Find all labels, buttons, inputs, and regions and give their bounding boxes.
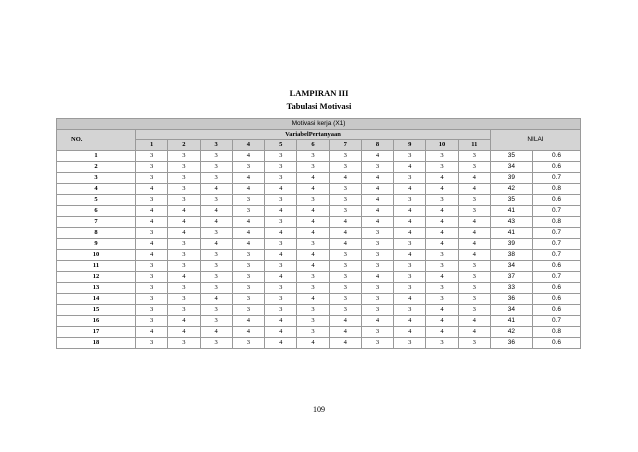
score-cell: 3 (458, 294, 490, 305)
score-cell: 3 (329, 206, 361, 217)
score-cell: 3 (265, 305, 297, 316)
score-cell: 4 (297, 338, 329, 349)
score-cell: 3 (136, 195, 168, 206)
row-number-cell: 13 (57, 283, 136, 294)
nilai-value-cell: 0.7 (532, 272, 580, 283)
score-cell: 4 (168, 272, 200, 283)
table-row (57, 294, 581, 305)
score-cell: 3 (265, 239, 297, 250)
score-cell: 4 (329, 338, 361, 349)
row-number-cell: 3 (57, 173, 136, 184)
score-cell: 4 (329, 173, 361, 184)
score-cell: 3 (329, 162, 361, 173)
score-cell: 4 (265, 228, 297, 239)
total-cell: 35 (490, 195, 532, 206)
table-row (57, 316, 581, 327)
score-cell: 3 (168, 195, 200, 206)
score-cell: 4 (232, 217, 264, 228)
nilai-value-cell: 0.6 (532, 151, 580, 162)
table-row (57, 184, 581, 195)
score-cell: 3 (136, 151, 168, 162)
nilai-value-cell: 0.6 (532, 305, 580, 316)
page-number: 109 (313, 405, 325, 414)
score-cell: 4 (232, 239, 264, 250)
total-cell: 41 (490, 206, 532, 217)
score-cell: 4 (200, 327, 232, 338)
score-cell: 4 (232, 151, 264, 162)
score-cell: 3 (136, 228, 168, 239)
total-cell: 33 (490, 283, 532, 294)
table-row (57, 206, 581, 217)
question-number-header: 9 (394, 140, 426, 151)
nilai-value-cell: 0.6 (532, 162, 580, 173)
score-cell: 3 (394, 173, 426, 184)
score-cell: 4 (168, 316, 200, 327)
question-number-header: 4 (232, 140, 264, 151)
score-cell: 3 (394, 239, 426, 250)
score-cell: 3 (297, 305, 329, 316)
row-number-cell: 17 (57, 327, 136, 338)
score-cell: 3 (136, 316, 168, 327)
score-cell: 3 (200, 283, 232, 294)
total-cell: 36 (490, 294, 532, 305)
score-cell: 3 (136, 305, 168, 316)
score-cell: 4 (426, 173, 458, 184)
score-cell: 4 (200, 239, 232, 250)
table-row (57, 338, 581, 349)
score-cell: 4 (136, 184, 168, 195)
score-cell: 4 (232, 228, 264, 239)
score-cell: 3 (200, 305, 232, 316)
table-row (57, 283, 581, 294)
score-cell: 4 (232, 327, 264, 338)
total-cell: 36 (490, 338, 532, 349)
score-cell: 3 (200, 228, 232, 239)
table-row (57, 250, 581, 261)
table-row (57, 151, 581, 162)
score-cell: 3 (297, 239, 329, 250)
score-cell: 3 (458, 206, 490, 217)
score-cell: 4 (394, 206, 426, 217)
total-cell: 39 (490, 173, 532, 184)
score-cell: 4 (297, 294, 329, 305)
score-cell: 3 (329, 272, 361, 283)
total-cell: 34 (490, 162, 532, 173)
score-cell: 3 (297, 316, 329, 327)
score-cell: 4 (297, 228, 329, 239)
score-cell: 4 (426, 305, 458, 316)
score-cell: 4 (426, 228, 458, 239)
score-cell: 4 (426, 239, 458, 250)
score-cell: 3 (200, 195, 232, 206)
score-cell: 4 (426, 206, 458, 217)
score-cell: 4 (136, 206, 168, 217)
score-cell: 3 (200, 338, 232, 349)
score-cell: 3 (394, 305, 426, 316)
nilai-value-cell: 0.7 (532, 173, 580, 184)
score-cell: 4 (426, 184, 458, 195)
table-row (57, 173, 581, 184)
score-cell: 3 (329, 151, 361, 162)
score-cell: 3 (136, 272, 168, 283)
question-number-header: 3 (200, 140, 232, 151)
score-cell: 4 (361, 195, 393, 206)
row-number-cell: 14 (57, 294, 136, 305)
score-cell: 4 (361, 184, 393, 195)
score-cell: 4 (394, 184, 426, 195)
score-cell: 4 (426, 272, 458, 283)
score-cell: 4 (329, 327, 361, 338)
total-cell: 35 (490, 151, 532, 162)
score-cell: 3 (329, 250, 361, 261)
score-cell: 3 (265, 173, 297, 184)
score-cell: 4 (458, 184, 490, 195)
score-cell: 4 (297, 261, 329, 272)
row-number-cell: 18 (57, 338, 136, 349)
score-cell: 4 (458, 327, 490, 338)
score-cell: 3 (329, 261, 361, 272)
score-cell: 3 (458, 338, 490, 349)
score-cell: 3 (168, 305, 200, 316)
score-cell: 4 (265, 327, 297, 338)
total-cell: 37 (490, 272, 532, 283)
score-cell: 4 (329, 217, 361, 228)
score-cell: 3 (168, 338, 200, 349)
nilai-value-cell: 0.8 (532, 327, 580, 338)
score-cell: 3 (265, 162, 297, 173)
score-cell: 3 (297, 195, 329, 206)
score-cell: 4 (361, 316, 393, 327)
table-row (57, 228, 581, 239)
score-cell: 4 (168, 228, 200, 239)
question-number-header: 1 (136, 140, 168, 151)
score-cell: 3 (232, 261, 264, 272)
score-cell: 3 (329, 294, 361, 305)
table-title: Motivasi kerja (X1) (57, 119, 581, 130)
nilai-value-cell: 0.6 (532, 294, 580, 305)
score-cell: 3 (265, 294, 297, 305)
score-cell: 3 (426, 195, 458, 206)
row-number-cell: 1 (57, 151, 136, 162)
score-cell: 4 (458, 316, 490, 327)
score-cell: 4 (394, 316, 426, 327)
table-row (57, 305, 581, 316)
score-cell: 3 (394, 283, 426, 294)
score-cell: 4 (168, 217, 200, 228)
score-cell: 4 (329, 316, 361, 327)
score-cell: 4 (265, 206, 297, 217)
question-number-header: 11 (458, 140, 490, 151)
score-cell: 4 (232, 316, 264, 327)
score-cell: 3 (361, 162, 393, 173)
score-cell: 3 (168, 151, 200, 162)
score-cell: 3 (426, 294, 458, 305)
score-cell: 4 (297, 250, 329, 261)
score-cell: 4 (265, 272, 297, 283)
row-number-cell: 8 (57, 228, 136, 239)
score-cell: 4 (297, 173, 329, 184)
score-cell: 4 (394, 217, 426, 228)
nilai-value-cell: 0.6 (532, 261, 580, 272)
score-cell: 3 (426, 261, 458, 272)
score-cell: 4 (458, 228, 490, 239)
score-cell: 3 (200, 151, 232, 162)
score-cell: 3 (394, 272, 426, 283)
score-cell: 3 (458, 195, 490, 206)
score-cell: 4 (265, 250, 297, 261)
score-cell: 3 (136, 261, 168, 272)
score-cell: 4 (200, 206, 232, 217)
score-cell: 4 (136, 217, 168, 228)
score-cell: 3 (200, 250, 232, 261)
score-cell: 3 (265, 261, 297, 272)
score-cell: 4 (168, 327, 200, 338)
row-number-cell: 11 (57, 261, 136, 272)
score-cell: 4 (297, 206, 329, 217)
score-cell: 3 (168, 239, 200, 250)
score-cell: 4 (136, 239, 168, 250)
score-cell: 3 (361, 283, 393, 294)
total-cell: 42 (490, 184, 532, 195)
score-cell: 4 (458, 239, 490, 250)
score-cell: 4 (168, 206, 200, 217)
score-cell: 3 (361, 250, 393, 261)
score-cell: 4 (200, 294, 232, 305)
row-number-cell: 15 (57, 305, 136, 316)
score-cell: 3 (458, 305, 490, 316)
score-cell: 4 (329, 239, 361, 250)
score-cell: 3 (458, 261, 490, 272)
score-cell: 3 (168, 261, 200, 272)
score-cell: 3 (168, 283, 200, 294)
score-cell: 3 (265, 217, 297, 228)
nilai-value-cell: 0.8 (532, 217, 580, 228)
total-cell: 34 (490, 261, 532, 272)
score-cell: 3 (136, 338, 168, 349)
score-cell: 3 (426, 283, 458, 294)
table-row (57, 272, 581, 283)
score-cell: 4 (136, 250, 168, 261)
score-cell: 3 (232, 206, 264, 217)
motivation-table (56, 118, 581, 349)
score-cell: 3 (265, 283, 297, 294)
score-cell: 4 (361, 217, 393, 228)
score-cell: 4 (232, 173, 264, 184)
appendix-heading: LAMPIRAN III (289, 88, 349, 98)
total-cell: 39 (490, 239, 532, 250)
score-cell: 4 (200, 184, 232, 195)
score-cell: 4 (361, 206, 393, 217)
score-cell: 3 (426, 162, 458, 173)
table-row (57, 195, 581, 206)
row-number-cell: 6 (57, 206, 136, 217)
score-cell: 3 (297, 151, 329, 162)
score-cell: 4 (426, 316, 458, 327)
nilai-value-cell: 0.7 (532, 250, 580, 261)
score-cell: 3 (361, 294, 393, 305)
question-number-header: 6 (297, 140, 329, 151)
score-cell: 3 (200, 173, 232, 184)
score-cell: 3 (297, 327, 329, 338)
score-cell: 4 (458, 173, 490, 184)
row-number-cell: 5 (57, 195, 136, 206)
score-cell: 3 (136, 173, 168, 184)
score-cell: 3 (200, 316, 232, 327)
score-cell: 3 (168, 173, 200, 184)
score-cell: 3 (458, 272, 490, 283)
score-cell: 3 (394, 261, 426, 272)
nilai-value-cell: 0.6 (532, 195, 580, 206)
score-cell: 3 (361, 228, 393, 239)
question-number-header: 10 (426, 140, 458, 151)
score-cell: 3 (136, 162, 168, 173)
nilai-column-header: NILAI (490, 130, 580, 151)
score-cell: 3 (200, 272, 232, 283)
score-cell: 3 (361, 305, 393, 316)
row-number-cell: 10 (57, 250, 136, 261)
row-number-cell: 9 (57, 239, 136, 250)
score-cell: 4 (426, 217, 458, 228)
score-cell: 3 (265, 151, 297, 162)
table-row (57, 261, 581, 272)
variable-group-header: VariabelPertanyaan (136, 130, 491, 140)
score-cell: 3 (168, 162, 200, 173)
nilai-value-cell: 0.7 (532, 228, 580, 239)
row-number-cell: 7 (57, 217, 136, 228)
row-number-cell: 16 (57, 316, 136, 327)
row-number-cell: 4 (57, 184, 136, 195)
score-cell: 3 (232, 162, 264, 173)
score-cell: 3 (200, 162, 232, 173)
nilai-value-cell: 0.7 (532, 239, 580, 250)
question-number-header: 5 (265, 140, 297, 151)
score-cell: 3 (361, 327, 393, 338)
score-cell: 3 (329, 305, 361, 316)
score-cell: 3 (297, 272, 329, 283)
question-number-header: 8 (361, 140, 393, 151)
nilai-value-cell: 0.8 (532, 184, 580, 195)
nilai-value-cell: 0.7 (532, 316, 580, 327)
nilai-value-cell: 0.7 (532, 206, 580, 217)
score-cell: 3 (394, 338, 426, 349)
score-cell: 4 (329, 228, 361, 239)
score-cell: 3 (232, 272, 264, 283)
score-cell: 4 (426, 327, 458, 338)
score-cell: 3 (426, 151, 458, 162)
table-row (57, 239, 581, 250)
score-cell: 3 (200, 261, 232, 272)
score-cell: 3 (361, 338, 393, 349)
score-cell: 3 (232, 250, 264, 261)
table-row (57, 217, 581, 228)
table-row (57, 327, 581, 338)
score-cell: 3 (136, 294, 168, 305)
score-cell: 4 (200, 217, 232, 228)
score-cell: 4 (136, 327, 168, 338)
score-cell: 3 (458, 151, 490, 162)
table-body (57, 151, 581, 349)
score-cell: 3 (168, 184, 200, 195)
score-cell: 4 (394, 162, 426, 173)
score-cell: 4 (458, 250, 490, 261)
score-cell: 3 (329, 195, 361, 206)
score-cell: 4 (265, 338, 297, 349)
score-cell: 4 (265, 184, 297, 195)
question-number-header: 7 (329, 140, 361, 151)
score-cell: 3 (168, 250, 200, 261)
total-cell: 43 (490, 217, 532, 228)
score-cell: 3 (232, 195, 264, 206)
score-cell: 3 (426, 250, 458, 261)
score-cell: 3 (232, 283, 264, 294)
score-cell: 3 (426, 338, 458, 349)
score-cell: 4 (458, 217, 490, 228)
score-cell: 4 (361, 151, 393, 162)
score-cell: 3 (136, 283, 168, 294)
score-cell: 3 (361, 239, 393, 250)
score-cell: 4 (297, 184, 329, 195)
table-row (57, 162, 581, 173)
score-cell: 3 (168, 294, 200, 305)
score-cell: 3 (232, 338, 264, 349)
score-cell: 3 (232, 294, 264, 305)
no-column-header: NO. (57, 130, 136, 151)
score-cell: 3 (297, 162, 329, 173)
score-cell: 4 (394, 228, 426, 239)
score-cell: 4 (361, 173, 393, 184)
appendix-subheading: Tabulasi Motivasi (286, 101, 352, 111)
score-cell: 3 (265, 195, 297, 206)
score-cell: 4 (394, 294, 426, 305)
total-cell: 42 (490, 327, 532, 338)
question-number-header: 2 (168, 140, 200, 151)
score-cell: 3 (394, 195, 426, 206)
score-cell: 3 (458, 283, 490, 294)
score-cell: 4 (232, 184, 264, 195)
score-cell: 3 (394, 151, 426, 162)
score-cell: 3 (232, 305, 264, 316)
row-number-cell: 12 (57, 272, 136, 283)
score-cell: 3 (361, 261, 393, 272)
score-cell: 3 (329, 283, 361, 294)
total-cell: 34 (490, 305, 532, 316)
total-cell: 41 (490, 316, 532, 327)
score-cell: 4 (394, 327, 426, 338)
score-cell: 3 (329, 184, 361, 195)
total-cell: 41 (490, 228, 532, 239)
row-number-cell: 2 (57, 162, 136, 173)
nilai-value-cell: 0.6 (532, 283, 580, 294)
score-cell: 4 (361, 272, 393, 283)
score-cell: 4 (265, 316, 297, 327)
nilai-value-cell: 0.6 (532, 338, 580, 349)
score-cell: 3 (458, 162, 490, 173)
score-cell: 4 (297, 217, 329, 228)
score-cell: 3 (297, 283, 329, 294)
score-cell: 4 (394, 250, 426, 261)
total-cell: 38 (490, 250, 532, 261)
